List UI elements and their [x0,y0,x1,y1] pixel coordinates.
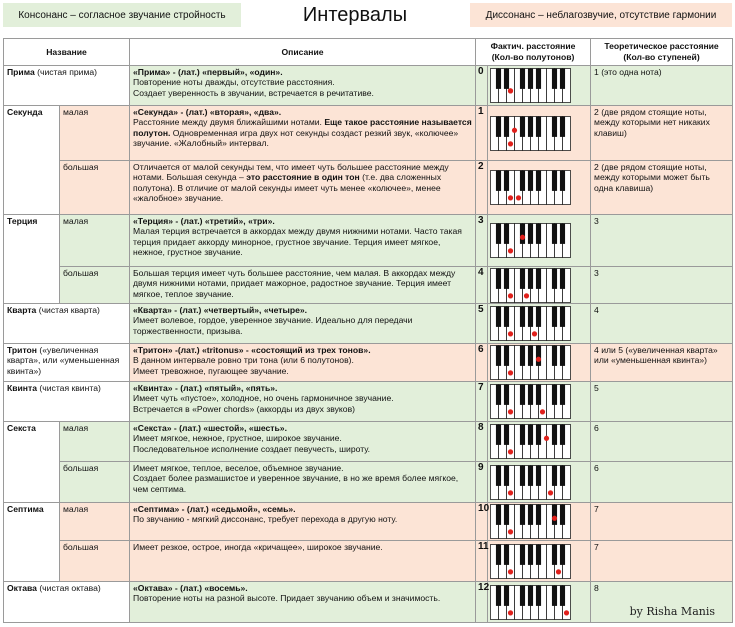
interval-name-extra: (чистая кварта) [36,305,100,315]
black-key [520,346,525,366]
description-line: Повторение ноты на разной высоте. Придает звучанию объем и значимость. [133,593,441,604]
step-count: 2 (две рядом стоящие ноты, между которыми нет никаких клавиш) [591,106,733,161]
black-key [560,585,565,605]
interval-name-cell [4,304,130,344]
piano-diagram-cell [488,582,591,623]
note-marker [508,449,513,454]
interval-name: Септима [7,504,44,514]
note-marker [524,293,529,298]
dissonance-legend [470,3,732,27]
interval-row [4,161,733,215]
black-key [552,346,557,366]
black-key [496,69,501,89]
black-key [552,171,557,191]
black-key [504,385,509,405]
interval-group-cell [4,422,60,503]
description-line: «Секста» - (лат.) «шестой», «шесть». [133,423,287,433]
description-line: Большая терция имеет чуть большее расстояние, чем малая. В аккордах между двумя нижними нотами, придает мажорное, радостное звучание. Терция имеет мягкое, теплое звучание. [133,268,456,299]
description-line: Последовательное исполнение создает певучесть, широту. [133,443,371,454]
black-key [536,425,541,445]
semitone-count: 12 [476,582,488,623]
black-key [536,544,541,564]
note-marker [508,529,513,534]
interval-name-cell [4,382,130,422]
black-key [560,346,565,366]
interval-row [4,582,733,623]
piano-keyboard [490,345,571,380]
actual-distance-header: Фактич. расстояние (Кол-во полутонов) [476,39,591,66]
interval-description [130,503,476,541]
interval-description [130,541,476,582]
interval-row [4,422,733,462]
step-count: 4 [591,304,733,344]
note-marker [544,436,549,441]
piano-keyboard [490,504,571,539]
note-marker [508,370,513,375]
consonance-legend-text: Консонанс – согласное звучание стройность [18,9,226,21]
description-line: Имеет мягкое, нежное, грустное, широкое звучание. [133,433,342,444]
piano-keyboard [490,268,571,303]
description-line: Имеет тревожное, пугающее звучание. [133,365,289,376]
semitone-count: 7 [476,382,488,422]
black-key [528,224,533,244]
description-line: Отличается от малой секунды тем, что имеет чуть большее расстояние между нотами. Большая секунда – это расстояние в один тон (т.е. два сложенных полутона). В отличие от малой секунды имеет чуть менее «колючее», менее «жалобное» звучание. [133,162,449,204]
semitone-count: 10 [476,503,488,541]
name-header: Название [4,39,130,66]
black-key [520,385,525,405]
black-key [520,116,525,136]
interval-row [4,267,733,304]
description-line: Создает уверенность в звучании, встречается в речитативе. [133,87,374,98]
description-line: «Октава» - (лат.) «восемь». [133,583,248,593]
dissonance-legend-text: Диссонанс – неблагозвучие, отсутствие гармонии [485,9,717,21]
black-key [504,585,509,605]
piano-diagram-cell [488,541,591,582]
theoretical-distance-header: Теоретическое расстояние (Кол-во ступеней) [591,39,733,66]
description-line: Расстояние между двумя ближайшими нотами. Еще такое расстояние называется полутон. Одновременная игра двух нот секунды создаст резкий звук, «колючее» звучание. «Жалобный» интервал. [133,117,472,149]
header-row [4,39,733,66]
interval-row [4,215,733,267]
step-count: 8 [591,582,733,623]
interval-row [4,462,733,503]
black-key [528,346,533,366]
piano-diagram-cell [488,161,591,215]
black-key [560,116,565,136]
description-line: «Септима» - (лат.) «седьмой», «семь». [133,504,296,514]
piano-diagram-cell [488,344,591,382]
interval-name: Прима [7,67,35,77]
black-key [520,307,525,327]
interval-subtype: малая [60,215,130,267]
black-key [536,505,541,525]
description-line: «Секунда» - (лат.) «вторая», «два». [133,107,282,117]
semitone-count: 1 [476,106,488,161]
description-line: Встречается в «Power chords» (аккорды из двух звуков) [133,403,355,414]
piano-diagram-cell [488,462,591,503]
black-key [504,224,509,244]
semitone-count: 6 [476,344,488,382]
interval-row [4,66,733,106]
black-key [528,465,533,485]
interval-name-cell [4,582,130,623]
black-key [496,268,501,288]
semitone-count: 2 [476,161,488,215]
interval-subtype: большая [60,541,130,582]
black-key [496,385,501,405]
black-key [552,69,557,89]
interval-group-cell [4,106,60,215]
black-key [504,465,509,485]
interval-name-cell [4,344,130,382]
piano-diagram-cell [488,304,591,344]
page-title: Интервалы [302,4,408,26]
interval-name-extra: («увеличенная кварта», или «уменьшенная квинта») [7,345,120,376]
note-marker [508,331,513,336]
black-key [520,505,525,525]
black-key [552,425,557,445]
interval-row [4,382,733,422]
interval-subtype: малая [60,503,130,541]
interval-name: Октава [7,583,37,593]
black-key [536,465,541,485]
note-marker [536,357,541,362]
step-count: 3 [591,267,733,304]
piano-keyboard [490,424,571,459]
description-line: «Кварта» - (лат.) «четвертый», «четыре». [133,305,308,315]
description-line: Имеет мягкое, теплое, веселое, объемное звучание. [133,463,344,473]
interval-name: Терция [7,216,38,226]
interval-row [4,304,733,344]
interval-group-cell [4,215,60,304]
black-key [552,544,557,564]
piano-keyboard [490,544,571,579]
description-line: Имеет чуть «пустое», холодное, но очень гармоничное звучание. [133,393,394,404]
black-key [528,505,533,525]
description-line: «Терция» - (лат.) «третий», «три». [133,216,275,226]
interval-name-extra: (чистая прима) [34,67,98,77]
step-count: 1 (это одна нота) [591,66,733,106]
black-key [536,385,541,405]
black-key [560,307,565,327]
black-key [560,505,565,525]
interval-row [4,503,733,541]
interval-description [130,304,476,344]
piano-diagram-cell [488,215,591,267]
piano-keyboard [490,306,571,341]
black-key [504,69,509,89]
note-marker [508,195,513,200]
black-key [496,116,501,136]
interval-name: Кварта [7,305,37,315]
piano-keyboard [490,465,571,500]
interval-row [4,541,733,582]
black-key [536,346,541,366]
interval-row [4,344,733,382]
black-key [528,385,533,405]
black-key [520,544,525,564]
black-key [520,171,525,191]
interval-description [130,422,476,462]
interval-name-cell [4,66,130,106]
interval-name: Секста [7,423,36,433]
note-marker [508,293,513,298]
black-key [504,268,509,288]
note-marker [508,490,513,495]
black-key [552,465,557,485]
piano-diagram-cell [488,66,591,106]
black-key [496,224,501,244]
piano-diagram-cell [488,382,591,422]
interval-subtype: большая [60,267,130,304]
black-key [560,425,565,445]
black-key [536,69,541,89]
black-key [520,465,525,485]
black-key [560,465,565,485]
black-key [552,585,557,605]
interval-subtype: малая [60,422,130,462]
note-marker [548,490,553,495]
black-key [520,425,525,445]
black-key [560,224,565,244]
description-line: Имеет резкое, острое, иногда «кричащее», широкое звучание. [133,542,383,552]
black-key [504,346,509,366]
piano-keyboard [490,585,571,620]
description-line: Повторение ноты дважды, отсутствие расстояния. [133,77,335,88]
black-key [536,171,541,191]
interval-description [130,344,476,382]
description-line: Создает более размашистое и уверенное звучание, в но же время более мягкое, чем септима. [133,473,459,494]
semitone-count: 5 [476,304,488,344]
description-line: Имеет волевое, гордое, уверенное звучание. Идеально для передачи торжественности, призыва. [133,315,413,336]
step-count: 6 [591,422,733,462]
piano-keyboard [490,68,571,103]
black-key [504,544,509,564]
black-key [528,116,533,136]
description-line: «Прима» - (лат.) «первый», «один». [133,67,283,77]
black-key [496,465,501,485]
interval-description [130,462,476,503]
interval-name: Квинта [7,383,37,393]
description-line: Малая терция встречается в аккордах между двумя нижними нотами. Часто такая терция придает аккорду минорное, грустное звучание. Терция имеет мягкое, нежное, грустное звучание. [133,226,462,258]
description-line: «Тритон» -(лат.) «tritonus» - «состоящий из трех тонов». [133,345,371,355]
interval-name-extra: (чистая октава) [36,583,101,593]
interval-subtype: большая [60,462,130,503]
interval-name-extra: (чистая квинта) [37,383,101,393]
black-key [528,585,533,605]
intervals-table [3,38,733,623]
interval-description [130,66,476,106]
interval-description [130,215,476,267]
black-key [504,425,509,445]
note-marker [552,516,557,521]
black-key [560,69,565,89]
note-marker [508,248,513,253]
black-key [528,425,533,445]
black-key [528,69,533,89]
step-count: 2 (две рядом стоящие ноты, между которыми может быть одна клавиша) [591,161,733,215]
interval-name: Секунда [7,107,43,117]
piano-keyboard [490,223,571,258]
black-key [528,544,533,564]
black-key [552,505,557,525]
black-key [560,268,565,288]
note-marker [508,88,513,93]
note-marker [508,141,513,146]
black-key [552,268,557,288]
interval-group-cell [4,503,60,582]
semitone-count: 9 [476,462,488,503]
black-key [552,307,557,327]
black-key [536,116,541,136]
interval-description [130,106,476,161]
black-key [496,425,501,445]
black-key [504,307,509,327]
step-count: 7 [591,541,733,582]
black-key [504,505,509,525]
interval-description [130,161,476,215]
step-count: 5 [591,382,733,422]
black-key [496,171,501,191]
interval-name: Тритон [7,345,37,355]
black-key [528,268,533,288]
note-marker [520,235,525,240]
step-count: 3 [591,215,733,267]
black-key [552,116,557,136]
black-key [536,307,541,327]
black-key [536,585,541,605]
piano-diagram-cell [488,106,591,161]
interval-description [130,267,476,304]
intervals-body [4,66,733,623]
piano-diagram-cell [488,267,591,304]
note-marker [540,409,545,414]
black-key [560,171,565,191]
description-header: Описание [130,39,476,66]
black-key [552,224,557,244]
author-credit: by Risha Manis [629,605,715,618]
interval-description [130,382,476,422]
interval-subtype: большая [60,161,130,215]
piano-keyboard [490,116,571,151]
consonance-legend [3,3,241,27]
black-key [504,171,509,191]
black-key [496,505,501,525]
note-marker [508,409,513,414]
note-marker [508,610,513,615]
note-marker [508,569,513,574]
note-marker [516,195,521,200]
black-key [536,224,541,244]
interval-subtype: малая [60,106,130,161]
semitone-count: 8 [476,422,488,462]
step-count: 6 [591,462,733,503]
black-key [496,544,501,564]
semitone-count: 4 [476,267,488,304]
note-marker [532,331,537,336]
black-key [520,224,525,244]
interval-row [4,106,733,161]
semitone-count: 0 [476,66,488,106]
black-key [560,544,565,564]
black-key [520,268,525,288]
semitone-count: 3 [476,215,488,267]
interval-description [130,582,476,623]
black-key [560,385,565,405]
piano-keyboard [490,170,571,205]
description-line: По звучанию - мягкий диссонанс, требует перехода в другую ноту. [133,514,398,525]
black-key [496,307,501,327]
note-marker [564,610,569,615]
step-count: 7 [591,503,733,541]
description-line: В данном интервале ровно три тона (или 6 полутонов). [133,355,354,366]
black-key [528,307,533,327]
note-marker [556,569,561,574]
piano-diagram-cell [488,503,591,541]
black-key [536,268,541,288]
semitone-count: 11 [476,541,488,582]
black-key [496,585,501,605]
black-key [552,385,557,405]
black-key [504,116,509,136]
piano-diagram-cell [488,422,591,462]
black-key [496,346,501,366]
description-line: «Квинта» - (лат.) «пятый», «пять». [133,383,278,393]
black-key [528,171,533,191]
piano-keyboard [490,384,571,419]
black-key [520,69,525,89]
step-count: 4 или 5 («увеличенная кварта» или «уменьшенная квинта») [591,344,733,382]
note-marker [512,127,517,132]
black-key [520,585,525,605]
